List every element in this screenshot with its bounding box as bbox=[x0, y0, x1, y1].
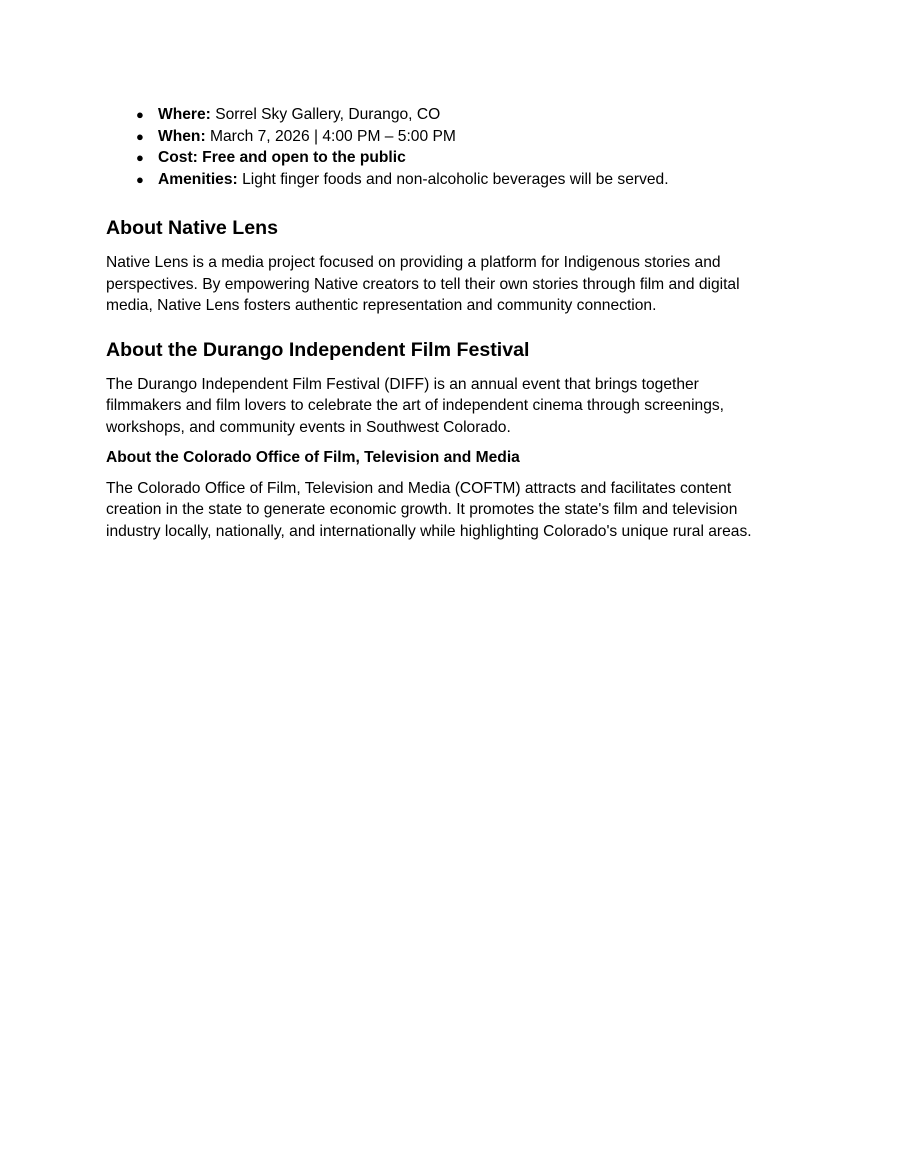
diff-paragraph bbox=[106, 374, 806, 439]
event-details-list bbox=[106, 104, 806, 190]
native-lens-paragraph bbox=[106, 252, 806, 317]
paragraph-line: filmmakers and film lovers to celebrate the art of independent cinema through screenings, bbox=[106, 397, 725, 414]
paragraph-line: The Durango Independent Film Festival (DIFF) is an annual event that brings together bbox=[106, 375, 699, 393]
paragraph-line: Native Lens is a media project focused on providing a platform for Indigenous stories and bbox=[106, 254, 721, 271]
bullet-icon: ● bbox=[136, 150, 144, 165]
detail-where bbox=[106, 104, 806, 126]
bullet-icon: ● bbox=[136, 107, 144, 122]
bullet-icon: ● bbox=[136, 128, 144, 144]
detail-label: Where: bbox=[158, 106, 211, 123]
native-lens-heading: About Native Lens bbox=[106, 217, 279, 239]
coftm-heading: About the Colorado Office of Film, Television and Media bbox=[106, 449, 520, 466]
diff-heading: About the Durango Independent Film Festival bbox=[106, 338, 530, 361]
detail-label: Cost: Free and open to the public bbox=[158, 149, 406, 166]
detail-value: Sorrel Sky Gallery, Durango, CO bbox=[210, 106, 441, 123]
detail-value: Light finger foods and non-alcoholic beverages will be served. bbox=[237, 170, 669, 188]
detail-label: Amenities: bbox=[158, 170, 238, 188]
paragraph-line: media, Native Lens fosters authentic representation and community connection. bbox=[106, 297, 657, 314]
bullet-icon: ● bbox=[136, 171, 144, 187]
paragraph-line: industry locally, nationally, and internationally while highlighting Colorado's unique rural areas. bbox=[106, 522, 752, 540]
paragraph-line: creation in the state to generate economic growth. It promotes the state's film and television bbox=[106, 501, 738, 518]
document-content bbox=[106, 104, 806, 542]
coftm-paragraph bbox=[106, 478, 806, 543]
detail-amenities bbox=[106, 169, 806, 191]
detail-value: March 7, 2026 | 4:00 PM – 5:00 PM bbox=[205, 127, 456, 145]
paragraph-line: The Colorado Office of Film, Television and Media (COFTM) attracts and facilitates content bbox=[106, 479, 732, 497]
detail-cost bbox=[106, 147, 806, 169]
detail-when bbox=[106, 126, 806, 148]
paragraph-line: perspectives. By empowering Native creators to tell their own stories through film and digital bbox=[106, 275, 740, 293]
paragraph-line: workshops, and community events in Southwest Colorado. bbox=[106, 418, 511, 436]
detail-label: When: bbox=[158, 127, 206, 145]
